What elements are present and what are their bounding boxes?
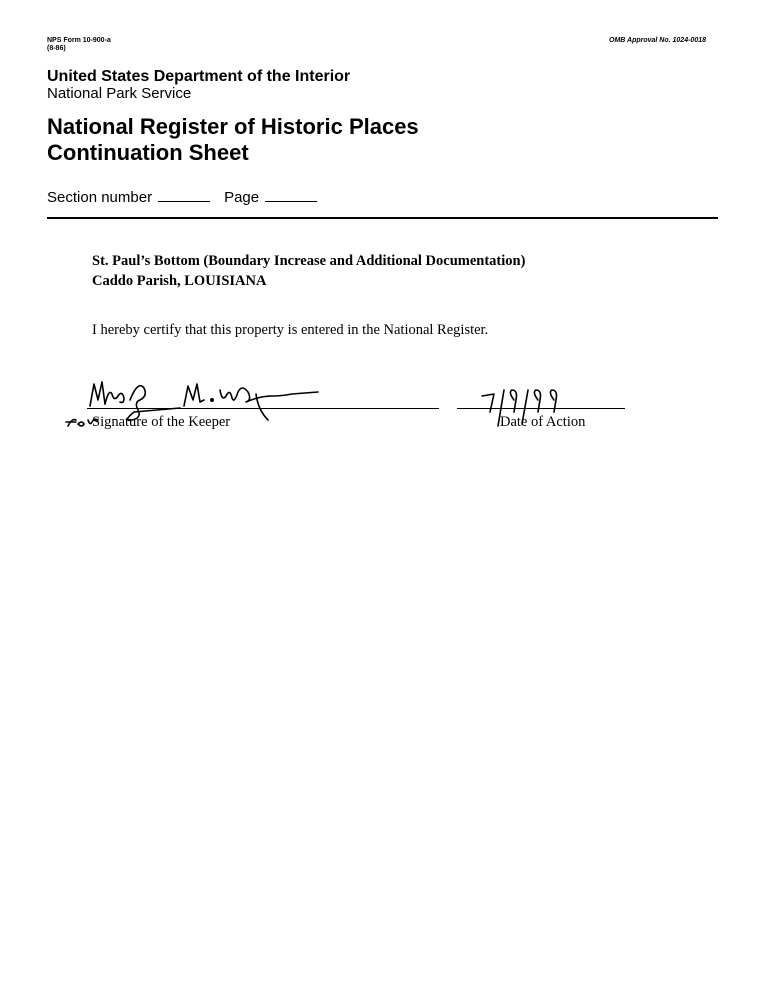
section-number-field [158, 201, 210, 202]
section-page-row [47, 189, 331, 206]
form-number: NPS Form 10-900-a [47, 37, 111, 44]
title-line-2: Continuation Sheet [47, 140, 249, 165]
page-title [47, 114, 419, 166]
date-of-action-label: Date of Action [500, 414, 586, 430]
certification-statement: I hereby certify that this property is entered in the National Register. [92, 322, 489, 338]
omb-approval: OMB Approval No. 1024-0018 [609, 37, 706, 44]
header-divider [47, 217, 718, 219]
form-number-block [47, 37, 111, 53]
service-name: National Park Service [47, 85, 192, 102]
signature-label: Signature of the Keeper [92, 414, 231, 430]
section-number-label: Section number [47, 189, 153, 206]
date-line [457, 408, 625, 409]
page-number-field [265, 201, 317, 202]
form-date: (8-86) [47, 45, 66, 52]
property-name: St. Paul’s Bottom (Boundary Increase and Additional Documentation) [92, 253, 526, 269]
department-name: United States Department of the Interior [47, 68, 351, 85]
title-line-1: National Register of Historic Places [47, 114, 419, 139]
signature-line [87, 408, 439, 409]
property-location: Caddo Parish, LOUISIANA [92, 273, 267, 289]
page-label: Page [224, 189, 260, 206]
property-block [92, 251, 525, 291]
